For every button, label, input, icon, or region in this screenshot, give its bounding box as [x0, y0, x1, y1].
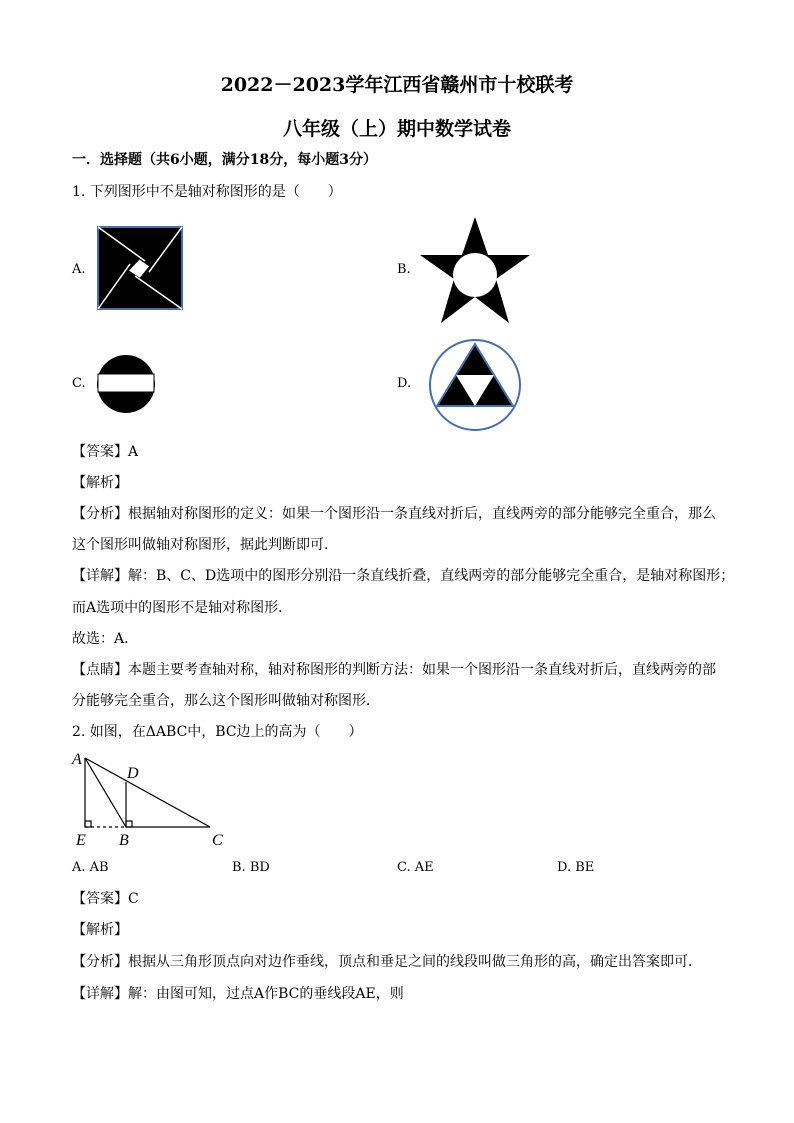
q1-fenxi-line1: 【分析】根据轴对称图形的定义：如果一个图形沿一条直线对折后，直线两旁的部分能够完全重合，那么	[72, 506, 716, 522]
q1-dianjing-line2: 分能够完全重合，那么这个图形叫做轴对称图形．	[72, 693, 380, 709]
q2-option-c: C. AE	[397, 860, 434, 875]
q1-option-c-figure	[95, 354, 157, 414]
q2-analysis-tag: 【解析】	[72, 922, 128, 938]
q2-label-c: C	[212, 832, 223, 849]
q1-analysis-tag: 【解析】	[72, 475, 128, 491]
q2-option-b: B. BD	[232, 860, 270, 875]
q1-option-d-figure	[428, 338, 522, 432]
q1-option-b-figure	[420, 217, 530, 323]
q2-answer: 【答案】C	[72, 891, 139, 907]
q2-label-e: E	[76, 832, 86, 849]
q1-dianjing-line1: 【点睛】本题主要考查轴对称，轴对称图形的判断方法：如果一个图形沿一条直线对折后，直线两旁的部	[72, 662, 716, 678]
q1-option-a-figure	[97, 226, 183, 310]
q1-option-d-label: D.	[397, 376, 412, 391]
q2-xiangjie: 【详解】解：由图可知，过点A作BC的垂线段AE，则	[72, 986, 404, 1002]
q1-answer: 【答案】A	[72, 444, 139, 460]
q1-option-b-label: B.	[397, 262, 411, 277]
q2-option-a: A. AB	[72, 860, 109, 875]
q2-option-d: D. BE	[557, 860, 595, 875]
q1-xiangjie-line2: 而A选项中的图形不是轴对称图形．	[72, 600, 293, 616]
page-title-line1: 2022－2023学年江西省赣州市十校联考	[220, 74, 574, 96]
section-heading: 一．选择题（共6小题，满分18分，每小题3分）	[72, 152, 377, 168]
q1-option-c-label: C.	[72, 376, 86, 391]
q2-label-b: B	[119, 832, 129, 849]
q2-stem: 2. 如图，在ΔABC中，BC边上的高为（ ）	[72, 724, 363, 740]
q1-stem: 1. 下列图形中不是轴对称图形的是（ ）	[72, 184, 342, 200]
q2-label-d: D	[127, 765, 139, 782]
q1-option-a-label: A.	[72, 262, 86, 277]
q1-conclusion: 故选：A．	[72, 631, 139, 647]
q1-fenxi-line2: 这个图形叫做轴对称图形，据此判断即可．	[72, 537, 338, 553]
page-title-line2: 八年级（上）期中数学试卷	[282, 118, 511, 140]
q2-triangle-figure	[70, 748, 230, 848]
q2-fenxi: 【分析】根据从三角形顶点向对边作垂线，顶点和垂足之间的线段叫做三角形的高，确定出答案即可．	[72, 954, 702, 970]
q2-label-a: A	[72, 751, 82, 768]
q1-xiangjie-line1: 【详解】解：B、C、D选项中的图形分别沿一条直线折叠，直线两旁的部分能够完全重合，是轴对称图形；	[72, 568, 735, 584]
